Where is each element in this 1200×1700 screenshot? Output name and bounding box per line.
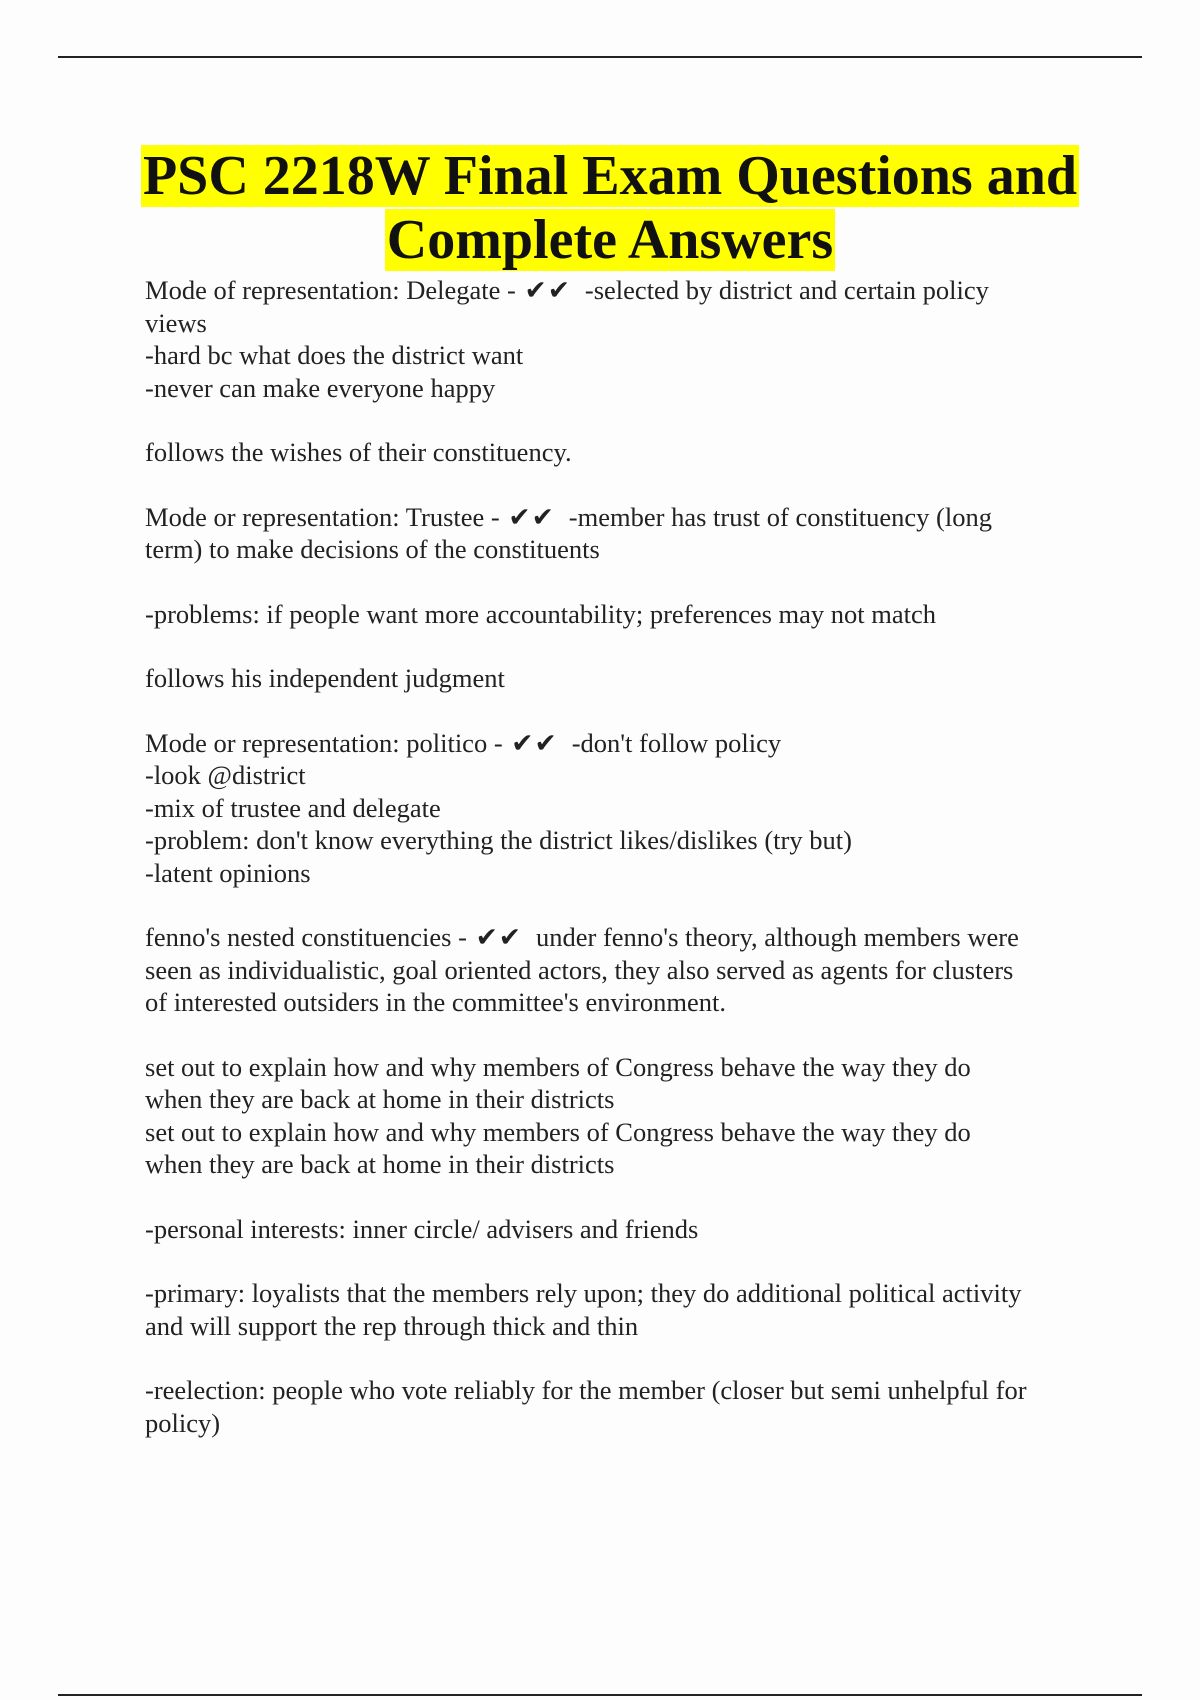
qa-item-delegate (145, 274, 1095, 404)
text-line: -primary: loyalists that the members rely upon; they do additional political activity (145, 1278, 1022, 1308)
answer-text: -selected by district and certain policy (584, 275, 989, 305)
text-line: -personal interests: inner circle/ advisers and friends (145, 1213, 699, 1244)
answer-text: under fenno's theory, although members were (536, 922, 1019, 952)
checkmark-icon: ✔✔ (511, 727, 558, 758)
answer-line: term) to make decisions of the constituents (145, 534, 600, 564)
text-line: when they are back at home in their districts (145, 1084, 615, 1114)
text-paragraph (145, 1213, 1095, 1246)
answer-line: -hard bc what does the district want (145, 340, 524, 370)
qa-item-trustee (145, 501, 1095, 566)
text-line: and will support the rep through thick and thin (145, 1310, 639, 1341)
text-line: when they are back at home in their districts (145, 1149, 615, 1179)
checkmark-icon: ✔✔ (524, 275, 571, 305)
text-line: set out to explain how and why members of Congress behave the way they do (145, 1051, 971, 1082)
answer-text: -member has trust of constituency (long (568, 501, 992, 532)
text-paragraph (145, 1051, 1095, 1181)
answer-line: views (145, 307, 207, 338)
text-line: -reelection: people who vote reliably for the member (closer but semi unhelpful for (145, 1375, 1027, 1405)
top-rule (58, 56, 1142, 58)
title-line-1: PSC 2218W Final Exam Questions and (142, 145, 1078, 207)
qa-question-line (145, 501, 1095, 534)
checkmark-icon: ✔✔ (475, 922, 522, 952)
text-paragraph (145, 662, 1095, 695)
checkmark-icon: ✔✔ (508, 501, 555, 532)
bottom-rule (58, 1694, 1142, 1696)
text-line: set out to explain how and why members of Congress behave the way they do (145, 1116, 971, 1147)
text-line: follows his independent judgment (145, 663, 505, 693)
qa-item-fenno (145, 921, 1095, 1019)
question-text: Mode or representation: politico - (145, 727, 503, 758)
text-line: -problems: if people want more accountability; preferences may not match (145, 598, 937, 629)
answer-line: of interested outsiders in the committee's environment. (145, 987, 727, 1017)
title-line-2: Complete Answers (386, 209, 834, 271)
text-paragraph (145, 598, 1095, 631)
qa-question-line (145, 727, 1095, 760)
qa-content (145, 274, 1095, 1471)
page-title (130, 144, 1090, 272)
question-text: fenno's nested constituencies - (145, 922, 467, 952)
qa-item-politico (145, 727, 1095, 890)
answer-text: -don't follow policy (571, 727, 782, 758)
qa-question-line (145, 921, 1095, 954)
answer-line: -problem: don't know everything the district likes/dislikes (try but) (145, 825, 852, 855)
answer-line: -never can make everyone happy (145, 372, 496, 403)
qa-question-line (145, 274, 1095, 307)
text-line: follows the wishes of their constituency. (145, 437, 572, 467)
text-paragraph (145, 1374, 1095, 1439)
answer-line: seen as individualistic, goal oriented actors, they also served as agents for clusters (145, 954, 1014, 985)
text-paragraph (145, 436, 1095, 469)
text-paragraph (145, 1277, 1095, 1342)
question-text: Mode of representation: Delegate - (145, 275, 516, 305)
answer-line: -mix of trustee and delegate (145, 792, 441, 823)
answer-line: -latent opinions (145, 857, 311, 888)
question-text: Mode or representation: Trustee - (145, 501, 500, 532)
text-line: policy) (145, 1407, 221, 1438)
answer-line: -look @district (145, 760, 306, 790)
